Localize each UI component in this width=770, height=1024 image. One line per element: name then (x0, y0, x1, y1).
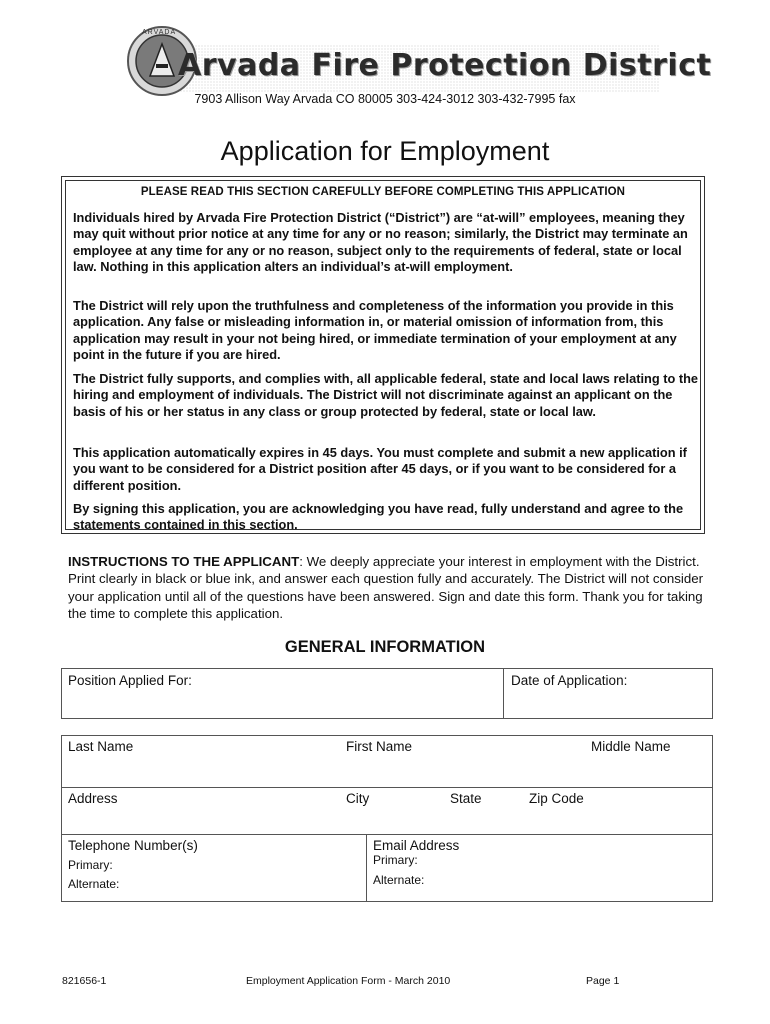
contact-line: 7903 Allison Way Arvada CO 80005 303-424-3012 303-432-7995 fax (194, 92, 576, 106)
address-field[interactable]: Address (68, 791, 118, 806)
date-of-application-field[interactable]: Date of Application: (511, 673, 628, 688)
zip-code-field[interactable]: Zip Code (529, 791, 584, 806)
logo-title: Arvada Fire Protection District (178, 48, 712, 83)
telephone-numbers-label: Telephone Number(s) (68, 838, 198, 853)
email-primary-field[interactable]: Primary: (373, 853, 418, 867)
position-applied-for-field[interactable]: Position Applied For: (68, 673, 192, 688)
district-logo (120, 24, 712, 98)
first-name-field[interactable]: First Name (346, 739, 413, 754)
instructions (68, 553, 708, 622)
notice-inner-border (65, 180, 701, 533)
city-field[interactable]: City (346, 791, 370, 806)
middle-name-field[interactable]: Middle Name (591, 739, 671, 754)
instructions-body: : We deeply appreciate your interest in employment with the District. Print clearly in black or blue ink, and answer each question fully and accurately. The District will not consider your application until all of the questions have been answered. Sign and date this form. Thank you for taking the time to complete this application. (68, 554, 704, 621)
notice-paragraph-at-will: Individuals hired by Arvada Fire Protection District (“District”) are “at-will” employees, meaning they may quit without prior notice at any time for any or no reason; similarly, the District may terminate an employee at any time for any or no reason, subject only to the requirements of federal, state or local law. Nothing in this application alters an individual’s at-will employment. (73, 210, 688, 274)
notice-paragraph-expiration: This application automatically expires in 45 days. You must complete and submit a new application if you want to be considered for a District position after 45 days, or if you want to be considered for a different position. (73, 445, 687, 493)
logo-badge-text: ARVADA (142, 29, 177, 36)
last-name-field[interactable]: Last Name (68, 739, 134, 754)
footer-page-number: Page 1 (586, 975, 620, 987)
page-title: Application for Employment (220, 136, 550, 166)
table-divider (61, 834, 713, 835)
notice-heading: PLEASE READ THIS SECTION CAREFULLY BEFORE COMPLETING THIS APPLICATION (140, 186, 626, 198)
email-alternate-field[interactable]: Alternate: (373, 873, 425, 887)
table-divider (61, 787, 713, 788)
telephone-alternate-field[interactable]: Alternate: (68, 877, 120, 891)
table-divider (503, 668, 504, 719)
table-divider (366, 834, 367, 902)
footer-form-name: Employment Application Form - March 2010 (246, 975, 451, 987)
instructions-lead: INSTRUCTIONS TO THE APPLICANT (68, 554, 300, 569)
telephone-primary-field[interactable]: Primary: (68, 858, 113, 872)
notice-paragraph-truthfulness: The District will rely upon the truthfulness and completeness of the information you provide in this application. Any false or misleading information in, or material omission of information from, this application may result in your not being hired, or immediate termination of your employment at any point in the future if you are hired. (73, 298, 677, 362)
footer-form-number: 821656-1 (62, 975, 107, 987)
state-field[interactable]: State (450, 791, 482, 806)
notice-paragraph-acknowledgement: By signing this application, you are acknowledging you have read, fully understand and agree to the statements contained in this section. (73, 501, 684, 533)
notice-paragraph-nondiscrimination: The District fully supports, and complies with, all applicable federal, state and local laws relating to the hiring and employment of individuals. The District will not discriminate against an applicant on the basis of his or her status in any class or group protected by federal, state or local law. (73, 371, 699, 419)
notice-box (61, 176, 705, 534)
email-address-label: Email Address (373, 838, 460, 853)
section-heading-general-information: GENERAL INFORMATION (284, 638, 486, 656)
